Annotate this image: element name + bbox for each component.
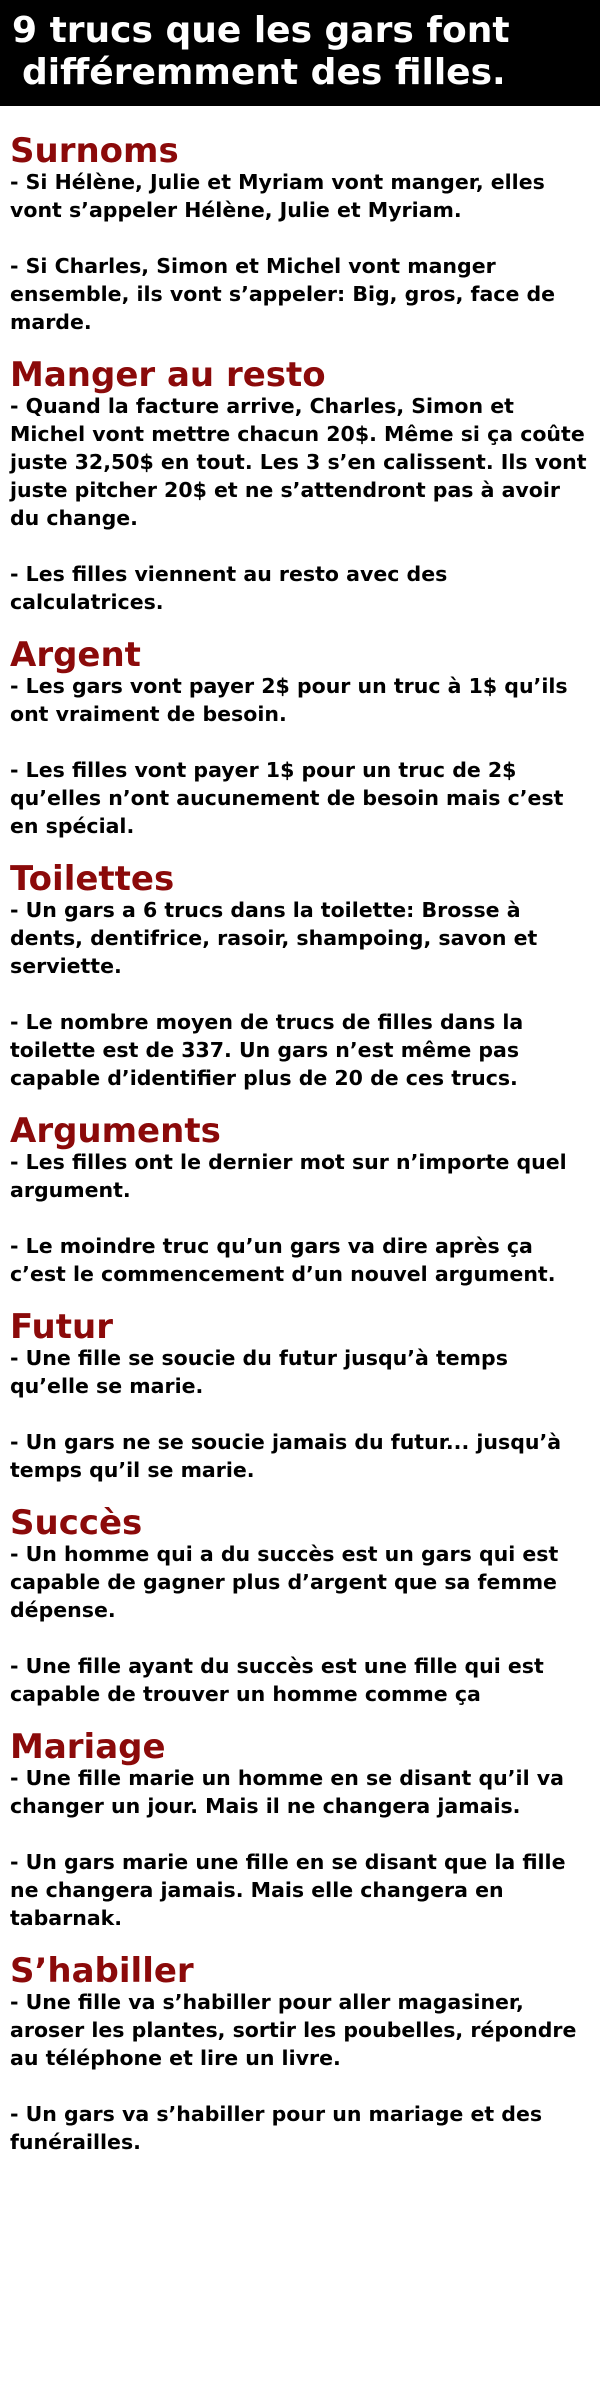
section-paragraph: - Un gars va s’habiller pour un mariage et des funérailles.: [10, 2102, 543, 2154]
section-heading: Mariage: [10, 1727, 166, 1767]
section-futur: [10, 1307, 590, 1484]
section-paragraph: - Un homme qui a du succès est un gars qui est capable de gagner plus d’argent que sa femme dépense.: [10, 1542, 559, 1622]
section-heading: Manger au resto: [10, 355, 326, 395]
section-succes: [10, 1503, 590, 1708]
section-heading: Futur: [10, 1307, 113, 1347]
section-heading: Argent: [10, 635, 141, 675]
section-paragraph: - Un gars a 6 trucs dans la toilette: Brosse à dents, dentifrice, rasoir, shampoing, savon et serviette.: [10, 898, 538, 978]
title-line-2: différemment des filles.: [22, 52, 506, 93]
section-paragraph: - Quand la facture arrive, Charles, Simon et Michel vont mettre chacun 20$. Même si ça coûte juste 32,50$ en tout. Les 3 s’en calissent. Ils vont juste pitcher 20$ et ne s’attendront pas à avoir du change.: [10, 394, 587, 530]
section-surnoms: [10, 131, 590, 336]
section-paragraph: - Une fille ayant du succès est une fille qui est capable de trouver un homme comme ça: [10, 1654, 544, 1706]
section-paragraph: - Un gars marie une fille en se disant que la fille ne changera jamais. Mais elle changera en tabarnak.: [10, 1850, 566, 1930]
title-banner: [0, 0, 600, 106]
section-manger-au-resto: [10, 355, 590, 616]
section-paragraph: - Si Charles, Simon et Michel vont manger ensemble, ils vont s’appeler: Big, gros, face de marde.: [10, 254, 556, 334]
section-arguments: [10, 1111, 590, 1288]
section-paragraph: - Le nombre moyen de trucs de filles dans la toilette est de 337. Un gars n’est même pas capable d’identifier plus de 20 de ces trucs.: [10, 1010, 524, 1090]
section-heading: S’habiller: [10, 1951, 194, 1991]
section-heading: Succès: [10, 1503, 143, 1543]
section-mariage: [10, 1727, 590, 1932]
section-paragraph: - Si Hélène, Julie et Myriam vont manger, elles vont s’appeler Hélène, Julie et Myriam.: [10, 170, 545, 222]
section-paragraph: - Les filles vont payer 1$ pour un truc de 2$ qu’elles n’ont aucunement de besoin mais c’est en spécial.: [10, 758, 564, 838]
section-paragraph: - Une fille marie un homme en se disant qu’il va changer un jour. Mais il ne changera jamais.: [10, 1766, 564, 1818]
section-paragraph: - Les filles ont le dernier mot sur n’importe quel argument.: [10, 1150, 567, 1202]
section-heading: Toilettes: [10, 859, 175, 899]
title-line-1: 9 trucs que les gars font: [12, 10, 510, 51]
section-shabiller: [10, 1951, 590, 2156]
article-body: [0, 131, 600, 2156]
section-paragraph: - Une fille se soucie du futur jusqu’à temps qu’elle se marie.: [10, 1346, 508, 1398]
section-heading: Surnoms: [10, 131, 179, 171]
section-paragraph: - Un gars ne se soucie jamais du futur... jusqu’à temps qu’il se marie.: [10, 1430, 562, 1482]
section-paragraph: - Les filles viennent au resto avec des calculatrices.: [10, 562, 448, 614]
section-argent: [10, 635, 590, 840]
section-paragraph: - Les gars vont payer 2$ pour un truc à 1$ qu’ils ont vraiment de besoin.: [10, 674, 568, 726]
section-paragraph: - Une fille va s’habiller pour aller magasiner, aroser les plantes, sortir les poubelles, répondre au téléphone et lire un livre.: [10, 1990, 577, 2070]
section-heading: Arguments: [10, 1111, 221, 1151]
section-paragraph: - Le moindre truc qu’un gars va dire après ça c’est le commencement d’un nouvel argument.: [10, 1234, 556, 1286]
section-toilettes: [10, 859, 590, 1092]
